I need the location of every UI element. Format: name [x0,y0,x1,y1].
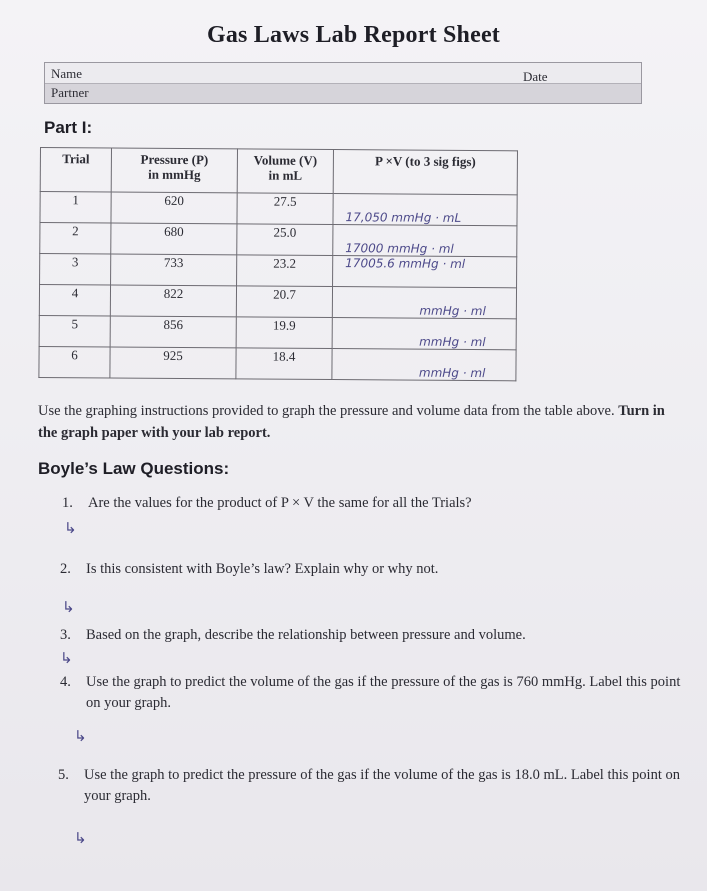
name-partner-date-box [44,62,642,104]
pressure-cell: 733 [111,254,237,286]
trial-cell: 1 [40,192,111,223]
question-text: Use the graph to predict the pressure of the gas if the volume of the gas is 18.0 mL. Label this point on your graph. [84,767,680,804]
answer-arrow-icon: ↳ [64,519,77,537]
page-title: Gas Laws Lab Report Sheet [206,22,500,48]
pv-handwritten-cell: 17,050 mmHg · mL [333,194,517,226]
pressure-cell: 680 [111,223,237,255]
table-row [39,285,516,319]
header-volume-line1: Volume (V) [253,152,318,168]
pressure-cell: 822 [110,285,236,317]
pv-handwritten-cell: 17000 mmHg · ml [333,225,517,257]
header-pressure-line2: in mmHg [148,166,201,183]
question-number: 3. [60,627,71,643]
table-row [39,346,516,380]
question-number: 4. [60,674,71,690]
partner-row [45,84,641,103]
answer-arrow-icon: ↳ [74,727,87,745]
data-table [38,147,518,381]
volume-cell: 27.5 [237,193,333,225]
partner-label: Partner [51,85,89,100]
trial-cell: 5 [39,315,110,346]
instructions-bold: Turn in the graph paper with your lab report. [38,403,665,441]
table-header-row [40,148,517,195]
header-volume-line2: in mL [268,167,303,183]
table-row [40,254,517,288]
trial-cell: 3 [40,254,111,285]
trial-cell: 6 [39,346,110,377]
part-1-heading: Part I: [44,118,93,137]
question-text: Are the values for the product of P × V the same for all the Trials? [88,495,472,511]
question-text: Based on the graph, describe the relationship between pressure and volume. [86,627,526,643]
instructions-text: Use the graphing instructions provided to graph the pressure and volume data from the table above. [38,403,615,419]
pv-handwritten-cell: 17005.6 mmHg · ml [333,256,517,288]
table-row [39,315,516,349]
question-text: Use the graph to predict the volume of the gas if the pressure of the gas is 760 mmHg. Label this point on your graph. [86,674,681,711]
header-pressure-line1: Pressure (P) [140,151,209,168]
date-label: Date [523,69,548,84]
header-pressure [111,148,237,193]
header-pv: P ×V (to 3 sig figs) [333,150,517,195]
answer-arrow-icon: ↳ [62,598,75,616]
boyles-law-heading: Boyle’s Law Questions: [38,459,230,478]
table-row [40,223,517,257]
pv-handwritten-cell: mmHg · ml [332,318,516,350]
volume-cell: 25.0 [237,224,333,256]
name-label: Name [51,66,83,81]
pressure-cell: 925 [110,347,236,379]
volume-cell: 18.4 [236,348,332,380]
header-volume [237,149,333,194]
volume-cell: 23.2 [237,255,333,287]
table-row [40,192,517,226]
answer-arrow-icon: ↳ [74,829,87,847]
pv-handwritten-cell: mmHg · ml [332,287,516,319]
trial-cell: 2 [40,223,111,254]
header-trial: Trial [40,148,111,192]
pressure-cell: 856 [110,316,236,348]
trial-cell: 4 [39,285,110,316]
question-number: 1. [62,495,73,511]
answer-arrow-icon: ↳ [60,649,73,667]
question-text: Is this consistent with Boyle’s law? Explain why or why not. [86,561,439,577]
volume-cell: 20.7 [236,286,332,318]
question-number: 5. [58,767,69,783]
pressure-cell: 620 [111,192,237,224]
question-number: 2. [60,561,71,577]
name-row [45,63,641,84]
volume-cell: 19.9 [236,317,332,349]
graph-instructions [38,400,678,444]
pv-handwritten-cell: mmHg · ml [332,349,516,381]
